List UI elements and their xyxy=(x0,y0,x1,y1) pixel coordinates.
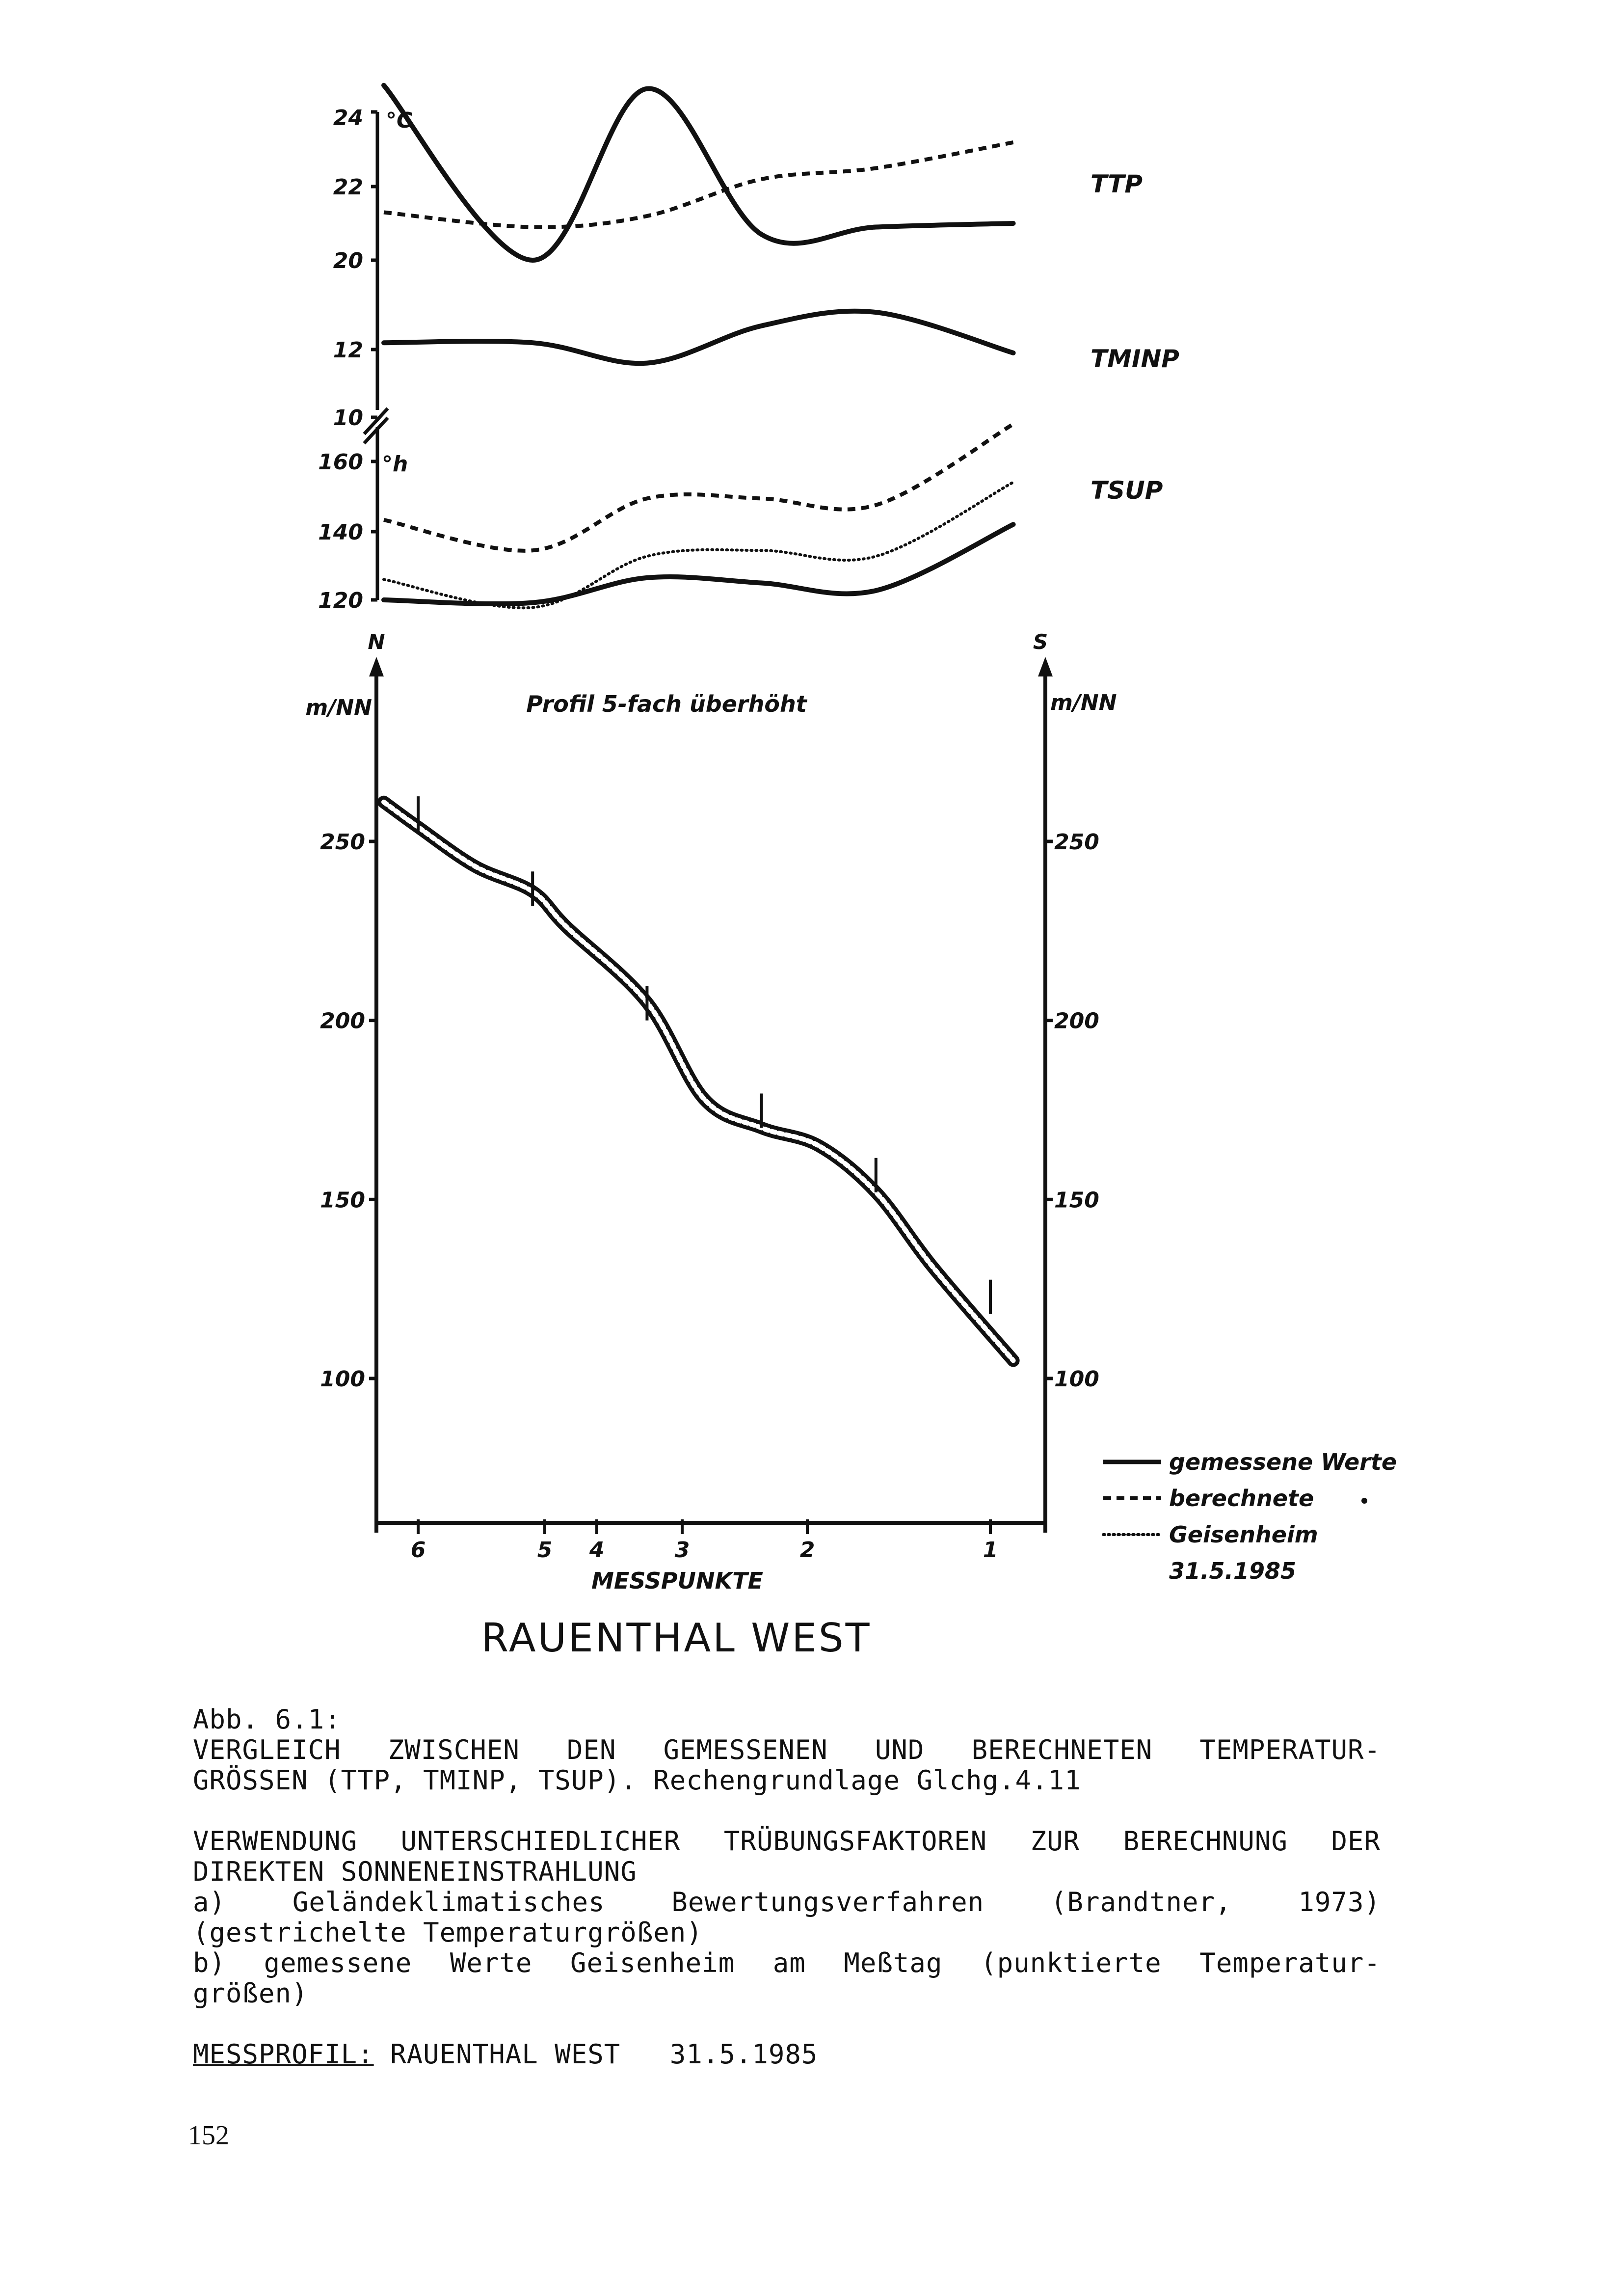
caption-word: gemessene xyxy=(264,1947,412,1978)
temperature-axis xyxy=(364,112,388,600)
caption-word: BERECHNETEN xyxy=(971,1734,1153,1765)
caption-word: Bewertungsverfahren xyxy=(671,1887,984,1918)
xtick-label: 5 xyxy=(537,1538,553,1563)
left-ytick-label: 150 xyxy=(320,1188,365,1213)
temperature-tick-labels xyxy=(318,106,412,613)
caption-profile-line xyxy=(193,2039,1381,2070)
caption-word: am xyxy=(772,1947,806,1978)
xtick-label: 1 xyxy=(983,1538,998,1563)
caption-word: Meßtag xyxy=(844,1947,943,1978)
caption-word: Werte xyxy=(450,1947,532,1978)
right-ytick-label: 250 xyxy=(1054,830,1099,855)
south-label: S xyxy=(1033,630,1048,654)
legend-measured: gemessene Werte xyxy=(1169,1449,1397,1475)
caption-word: (punktierte xyxy=(981,1947,1162,1978)
figure-caption xyxy=(193,1704,1381,2070)
series-ttp-dashed xyxy=(384,142,1013,227)
north-label: N xyxy=(368,630,385,654)
unit-celsius: °C xyxy=(386,108,413,133)
ytick-20: 20 xyxy=(333,248,363,273)
caption-word: VERGLEICH xyxy=(193,1734,341,1765)
profile-value: RAUENTHAL WEST 31.5.1985 xyxy=(390,2039,818,2070)
legend-calculated: berechnete xyxy=(1169,1485,1314,1512)
caption-word: TEMPERATUR- xyxy=(1199,1734,1381,1765)
series-labels xyxy=(1091,170,1179,505)
elevation-profile-line xyxy=(384,802,1013,1361)
caption-word: 1973) xyxy=(1298,1887,1381,1918)
legend-geisenheim: Geisenheim xyxy=(1169,1521,1318,1548)
caption-word: DER xyxy=(1331,1826,1381,1857)
station-title: RAUENTHAL WEST xyxy=(481,1615,872,1661)
right-ytick-label: 150 xyxy=(1054,1188,1099,1213)
x-axis-ticks xyxy=(411,1519,998,1563)
caption-word: DEN xyxy=(566,1734,616,1765)
caption-para2-line-2: DIREKTEN SONNENEINSTRAHLUNG xyxy=(193,1856,637,1887)
left-ylabel: m/NN xyxy=(305,695,372,720)
caption-line-1 xyxy=(193,1735,1381,1765)
label-tsup: TSUP xyxy=(1091,476,1163,505)
profile-title: Profil 5-fach überhöht xyxy=(526,691,807,717)
caption-word: UNTERSCHIEDLICHER xyxy=(400,1826,681,1857)
caption-word: ZWISCHEN xyxy=(388,1734,520,1765)
caption-word: a) xyxy=(193,1887,226,1918)
series-tsup-solid xyxy=(384,524,1013,604)
legend xyxy=(1103,1449,1397,1584)
page-number: 152 xyxy=(188,2120,229,2151)
ytick-10: 10 xyxy=(333,405,363,431)
caption-item-b xyxy=(193,1948,1381,1978)
right-ytick-label: 200 xyxy=(1054,1008,1099,1034)
caption-word: Geisenheim xyxy=(570,1947,735,1978)
xtick-label: 2 xyxy=(799,1538,815,1563)
xtick-label: 3 xyxy=(674,1538,690,1563)
series-ttp-solid xyxy=(384,85,1013,260)
xaxis-label: MESSPUNKTE xyxy=(591,1567,763,1594)
caption-word: TRÜBUNGSFAKTOREN xyxy=(723,1826,987,1857)
series-tminp-solid xyxy=(384,311,1013,363)
caption-word: BERECHNUNG xyxy=(1123,1826,1288,1857)
ytick-22: 22 xyxy=(333,175,363,200)
left-ytick-label: 100 xyxy=(320,1367,365,1392)
legend-dot xyxy=(1361,1498,1367,1504)
caption-fig-label: Abb. 6.1: xyxy=(193,1704,341,1735)
caption-item-a-line-2: (gestrichelte Temperaturgrößen) xyxy=(193,1917,703,1948)
right-ytick-label: 100 xyxy=(1054,1367,1099,1392)
xtick-label: 6 xyxy=(410,1538,426,1563)
series-tsup-dashed xyxy=(384,424,1013,551)
south-arrow-icon xyxy=(1038,657,1053,676)
legend-date: 31.5.1985 xyxy=(1169,1558,1296,1584)
xtick-label: 4 xyxy=(589,1538,605,1563)
caption-word: VERWENDUNG xyxy=(193,1826,358,1857)
left-ytick-label: 250 xyxy=(320,830,365,855)
label-tminp: TMINP xyxy=(1091,345,1179,373)
ytick-12: 12 xyxy=(333,338,363,363)
caption-word: b) xyxy=(193,1947,226,1978)
caption-word: UND xyxy=(875,1734,925,1765)
caption-para2-line-1 xyxy=(193,1826,1381,1857)
caption-word: ZUR xyxy=(1030,1826,1080,1857)
temperature-series xyxy=(384,85,1013,608)
profile-line-outer xyxy=(384,802,1013,1361)
caption-item-a xyxy=(193,1887,1381,1918)
north-arrow-icon xyxy=(369,657,384,676)
ytick-160: 160 xyxy=(318,450,363,475)
left-ytick-label: 200 xyxy=(320,1008,365,1034)
ytick-24: 24 xyxy=(333,106,363,131)
ytick-120: 120 xyxy=(318,588,363,613)
right-ylabel: m/NN xyxy=(1050,690,1117,715)
ytick-140: 140 xyxy=(318,520,363,545)
unit-degree-hours: °h xyxy=(382,452,408,477)
profile-arrows xyxy=(369,657,1053,676)
caption-word: Geländeklimatisches xyxy=(292,1887,605,1918)
caption-line-2: GRÖSSEN (TTP, TMINP, TSUP). Rechengrundlage Glchg.4.11 xyxy=(193,1765,1081,1796)
caption-word: Temperatur- xyxy=(1199,1947,1381,1978)
label-ttp: TTP xyxy=(1091,170,1143,198)
caption-item-b-line-2: größen) xyxy=(193,1978,308,2009)
profile-label: MESSPROFIL: xyxy=(193,2039,374,2070)
caption-word: (Brandtner, xyxy=(1050,1887,1232,1918)
caption-word: GEMESSENEN xyxy=(663,1734,828,1765)
